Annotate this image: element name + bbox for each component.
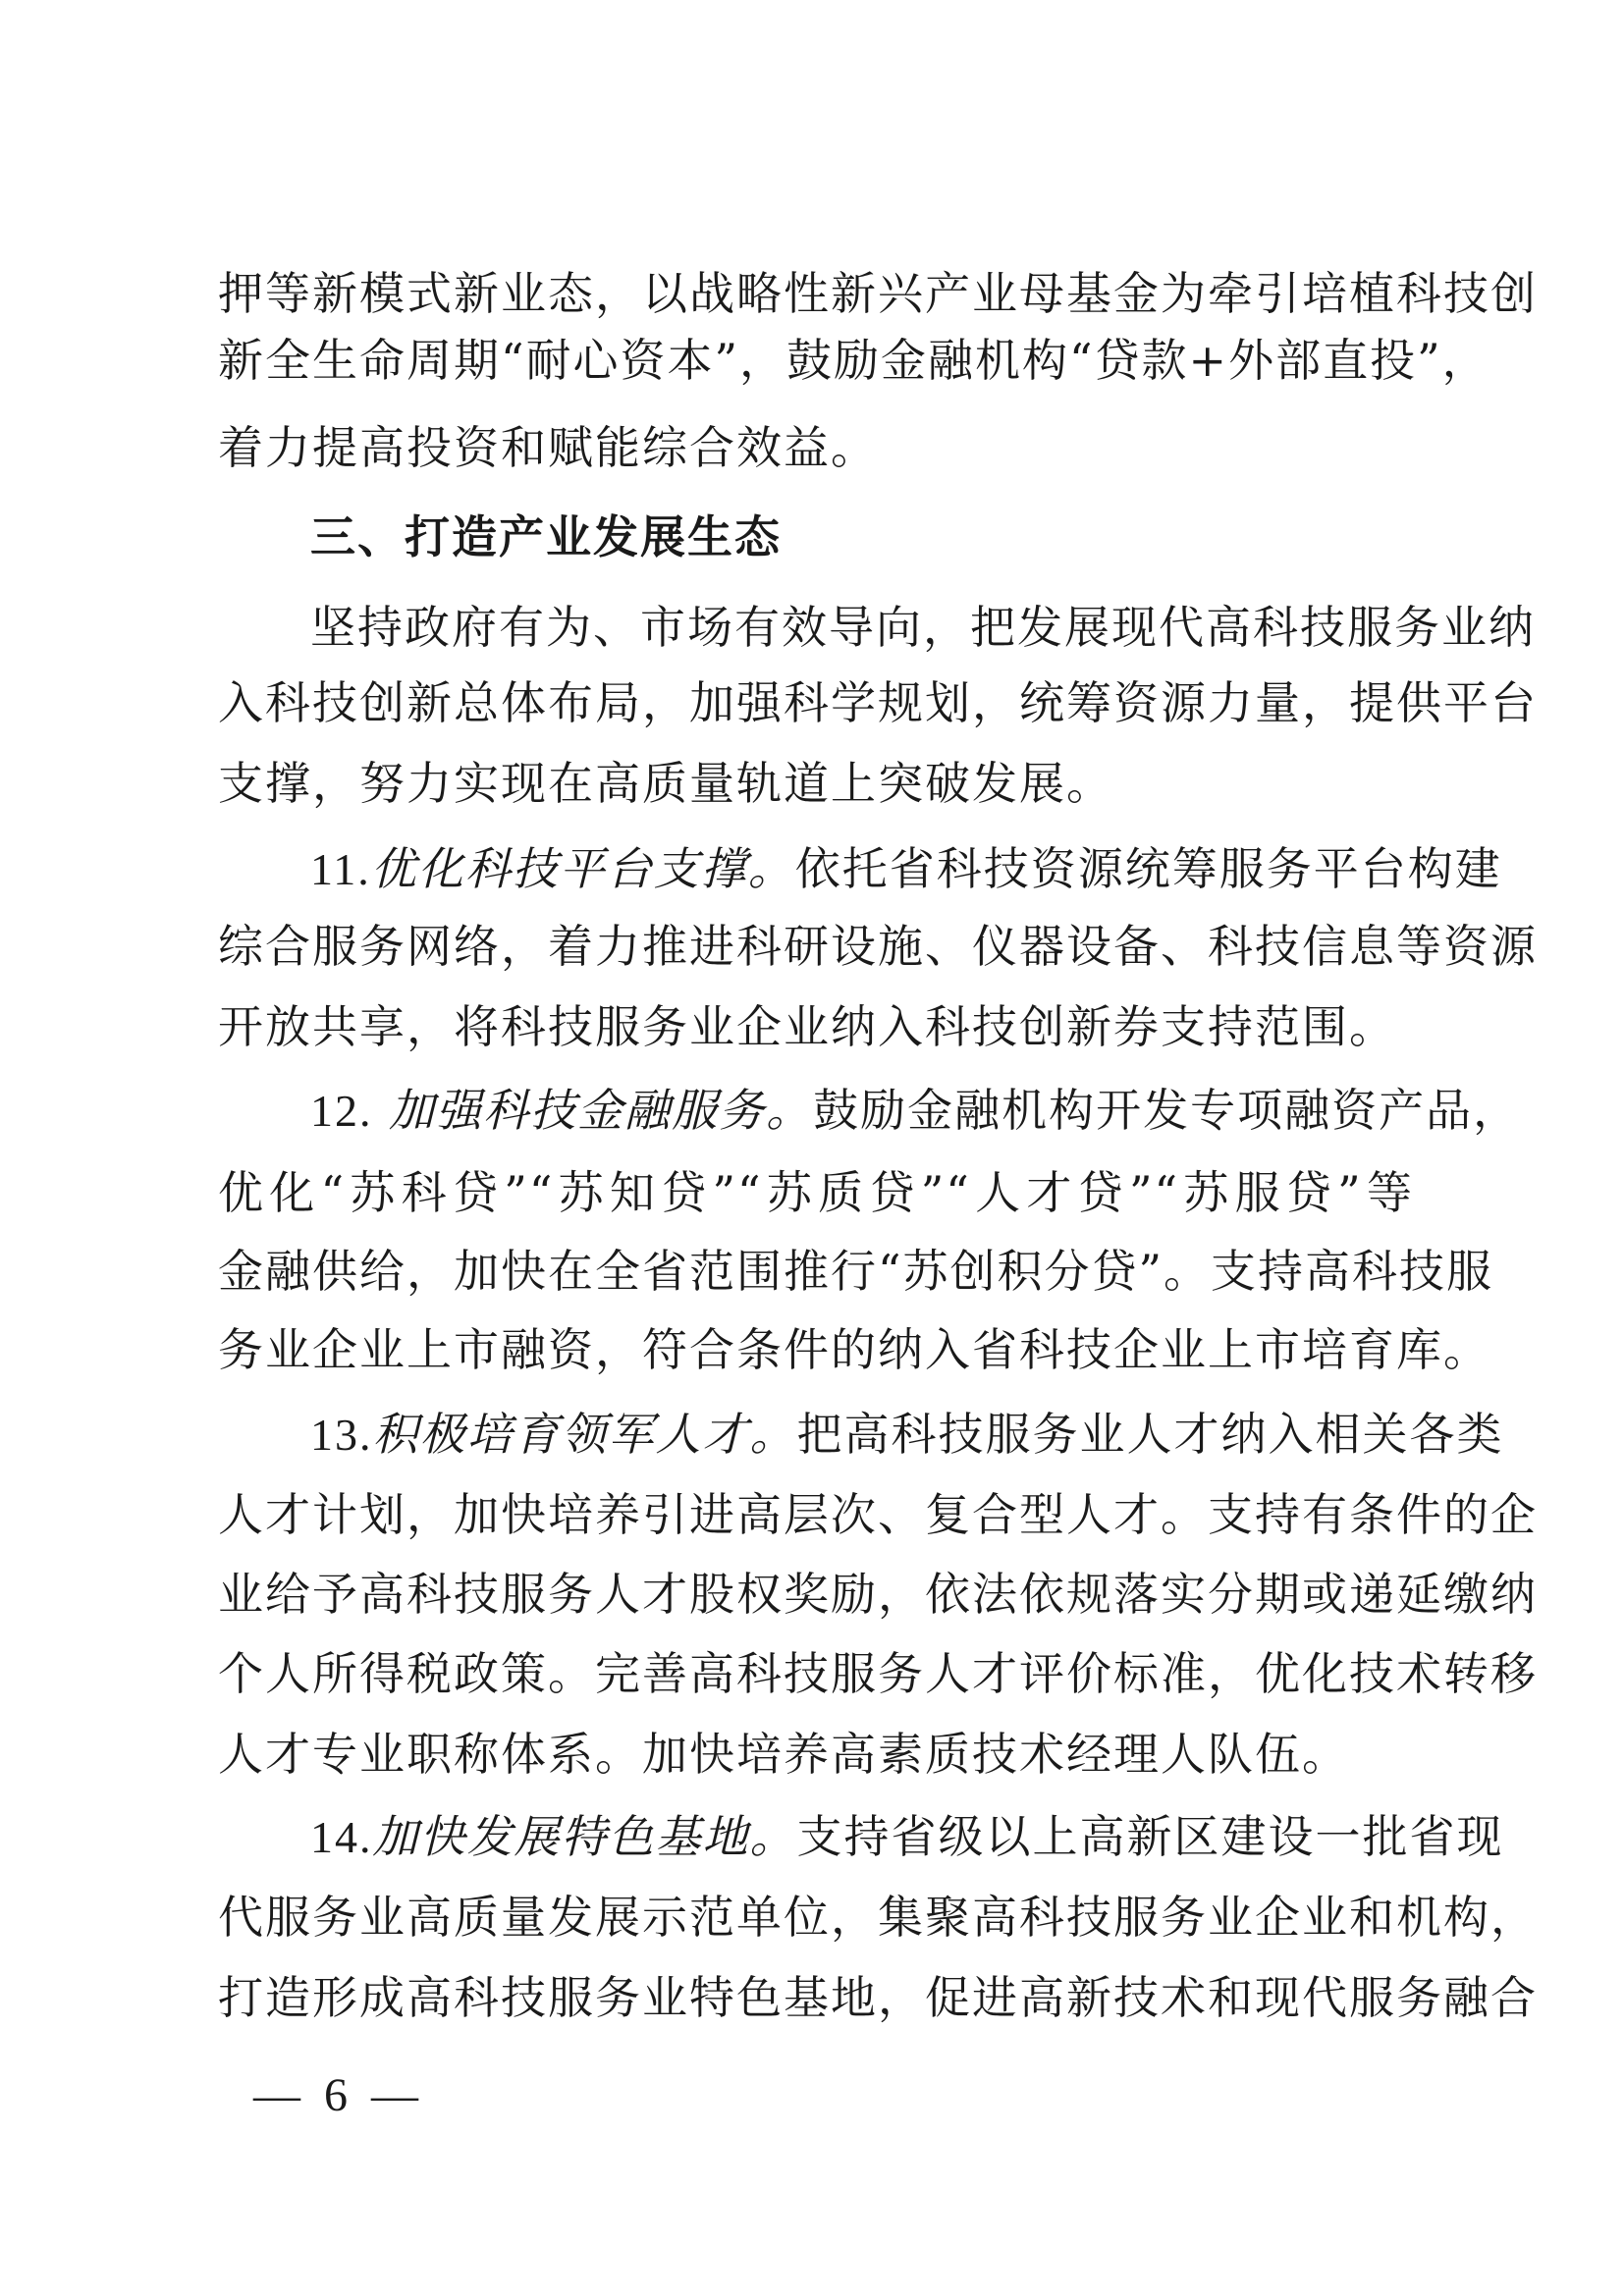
paragraph-line: 押等新模式新业态，以战略性新兴产业母基金为牵引培植科技创 — [218, 267, 1538, 320]
paragraph-line: 务业企业上市融资，符合条件的纳入省科技企业上市培育库。 — [218, 1323, 1490, 1376]
item-14-first-line — [310, 1804, 1504, 1869]
item-number: 14. — [310, 1812, 373, 1862]
paragraph-line: 人才计划，加快培养引进高层次、复合型人才。支持有条件的企 — [218, 1488, 1538, 1541]
paragraph-line: 代服务业高质量发展示范单位，集聚高科技服务业企业和机构， — [218, 1891, 1538, 1944]
item-12-first-line — [310, 1078, 1521, 1143]
paragraph-line: 业给予高科技服务人才股权奖励，依法依规落实分期或递延缴纳 — [218, 1568, 1538, 1621]
item-text: 把高科技服务业人才纳入相关各类 — [796, 1408, 1504, 1461]
page-number: — 6 — — [253, 2069, 424, 2121]
paragraph-line: 打造形成高科技服务业特色基地，促进高新技术和现代服务融合 — [218, 1971, 1538, 2024]
paragraph-line: 金融供给，加快在全省范围推行“苏创积分贷”。支持高科技服 — [218, 1245, 1494, 1298]
item-13-first-line — [310, 1402, 1504, 1467]
paragraph-line: 个人所得税政策。完善高科技服务人才评价标准，优化技术转移 — [218, 1647, 1538, 1700]
paragraph-line: 坚持政府有为、市场有效导向，把发展现代高科技服务业纳 — [310, 601, 1536, 654]
item-title: 积极培育领军人才。 — [372, 1408, 797, 1461]
paragraph-line: 着力提高投资和赋能综合效益。 — [218, 421, 878, 474]
item-text: 依托省科技资源统筹服务平台构建 — [794, 842, 1502, 895]
item-text: 支持省级以上高新区建设一批省现 — [796, 1810, 1504, 1863]
item-number: 13. — [310, 1410, 373, 1460]
paragraph-line: 入科技创新总体布局，加强科学规划，统筹资源力量，提供平台 — [218, 676, 1538, 729]
item-number: 11. — [310, 844, 371, 894]
paragraph-line: 新全生命周期“耐心资本”，鼓励金融机构“贷款+外部直投”， — [218, 334, 1489, 387]
paragraph-line: 开放共享，将科技服务业企业纳入科技创新券支持范围。 — [218, 1000, 1396, 1053]
item-number: 12. — [310, 1086, 373, 1136]
item-11-first-line — [310, 836, 1502, 901]
paragraph-line: 支撑，努力实现在高质量轨道上突破发展。 — [218, 757, 1113, 810]
item-text: 鼓励金融机构开发专项融资产品， — [813, 1084, 1521, 1137]
item-title: 加快发展特色基地。 — [372, 1810, 797, 1863]
item-title: 加强科技金融服务。 — [389, 1084, 814, 1137]
item-title: 优化科技平台支撑。 — [370, 842, 795, 895]
paragraph-line: 优化“苏科贷”“苏知贷”“苏质贷”“人才贷”“苏服贷”等 — [218, 1166, 1414, 1219]
paragraph-line: 人才专业职称体系。加快培养高素质技术经理人队伍。 — [218, 1728, 1349, 1781]
paragraph-line: 综合服务网络，着力推进科研设施、仪器设备、科技信息等资源 — [218, 920, 1538, 973]
section-heading: 三、打造产业发展生态 — [310, 510, 782, 563]
